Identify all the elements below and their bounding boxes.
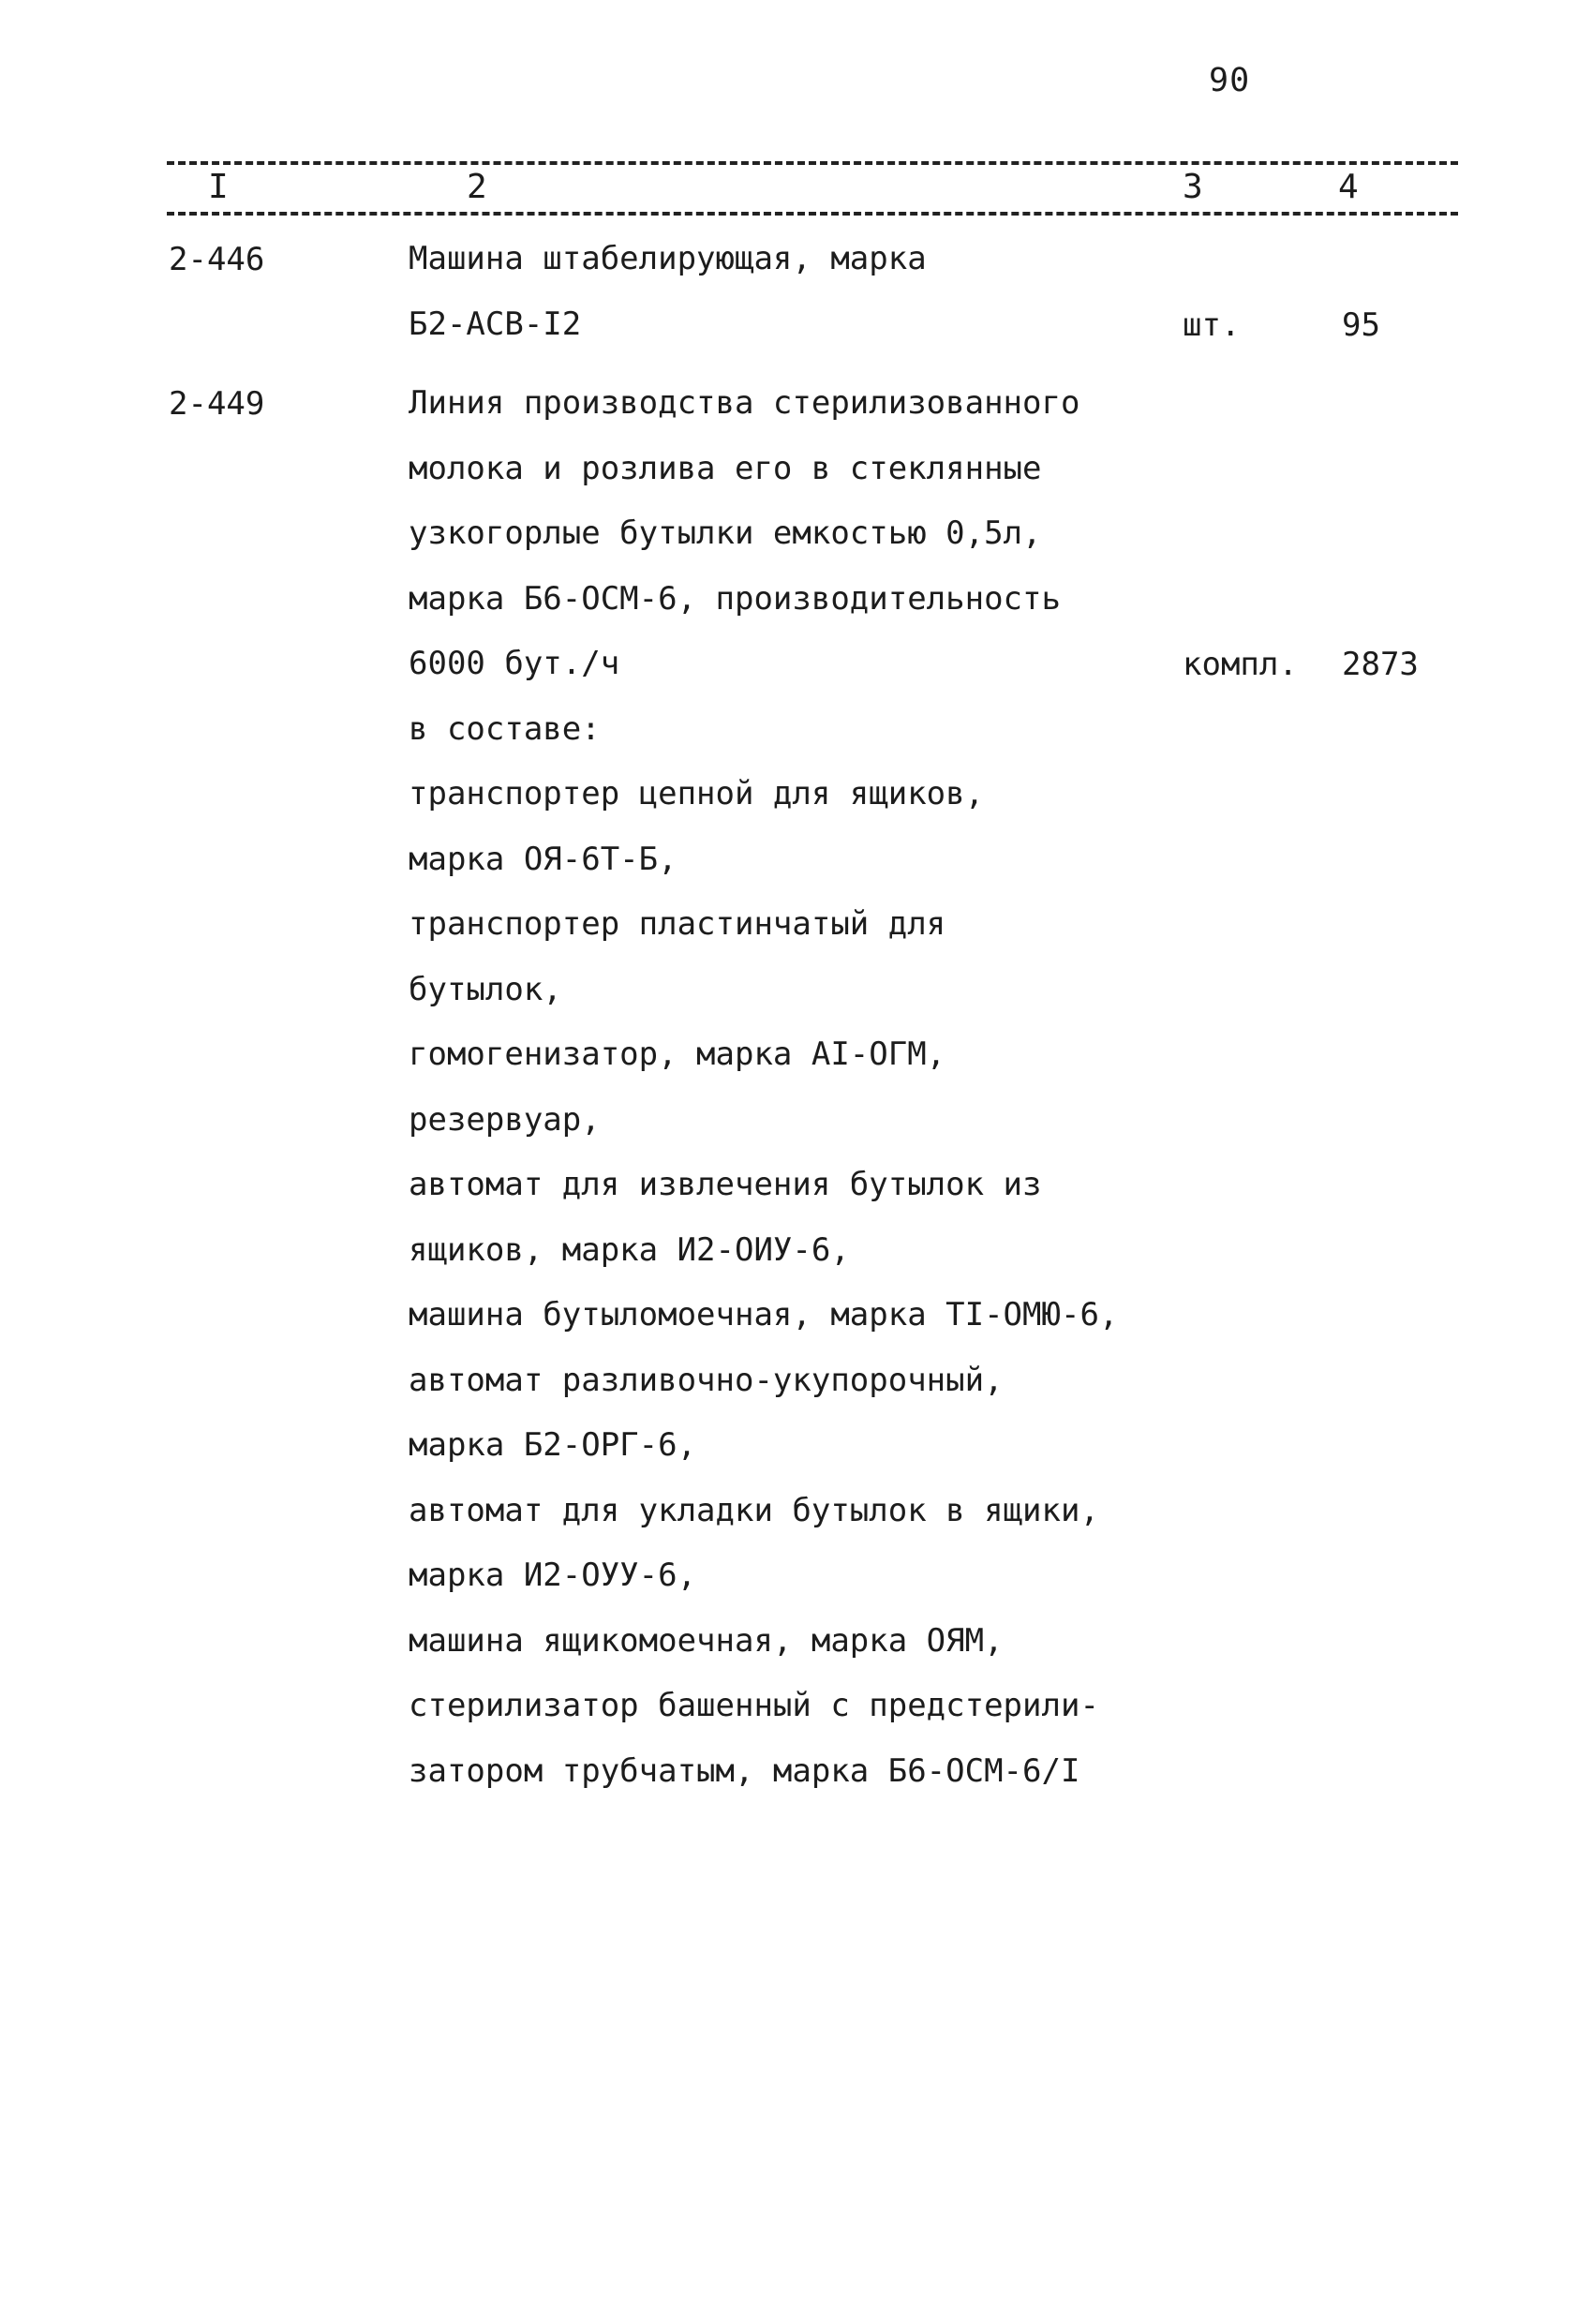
- description-line: гомогенизатор, марка АI-ОГМ,: [409, 1035, 946, 1073]
- column-header-1: I: [208, 168, 229, 206]
- item-description: [409, 371, 1158, 1804]
- description-line: узкогорлые бутылки емкостью 0,5л,: [409, 514, 1042, 552]
- description-line: автомат разливочно-укупорочный,: [409, 1361, 1004, 1399]
- description-line: Б2-АСВ-I2: [409, 305, 582, 343]
- table-header-bottom-rule: [167, 212, 1458, 216]
- table-header-top-rule: [167, 161, 1458, 165]
- description-line: затором трубчатым, марка Б6-ОСМ-6/I: [409, 1751, 1080, 1790]
- description-line: в составе:: [409, 709, 601, 748]
- page-number: 90: [1209, 62, 1251, 99]
- description-line: ящиков, марка И2-ОИУ-6,: [409, 1230, 850, 1269]
- description-line: автомат для укладки бутылок в ящики,: [409, 1491, 1099, 1529]
- description-line: марка И2-ОУУ-6,: [409, 1557, 697, 1594]
- description-line: стерилизатор башенный с предстерили-: [409, 1687, 1099, 1724]
- column-header-4: 4: [1338, 168, 1359, 206]
- description-line: Линия производства стерилизованного: [409, 384, 1080, 422]
- column-header-3: 3: [1183, 168, 1203, 206]
- column-header-2: 2: [467, 168, 487, 206]
- item-unit: компл.: [1183, 646, 1298, 683]
- description-line: марка Б2-ОРГ-6,: [409, 1426, 697, 1464]
- description-line: транспортер пластинчатый для: [409, 905, 946, 943]
- description-line: Машина штабелирующая, марка: [409, 240, 927, 277]
- item-code: 2-449: [169, 385, 265, 423]
- item-quantity: 2873: [1342, 646, 1419, 683]
- description-line: марка ОЯ-6Т-Б,: [409, 840, 677, 878]
- item-quantity: 95: [1342, 306, 1380, 344]
- description-line: резервуар,: [409, 1100, 601, 1139]
- item-code: 2-446: [169, 241, 265, 278]
- item-unit: шт.: [1183, 306, 1241, 344]
- description-line: марка Б6-ОСМ-6, производительность: [409, 579, 1061, 618]
- description-line: машина бутыломоечная, марка ТI-ОМЮ-6,: [409, 1296, 1119, 1333]
- description-line: бутылок,: [409, 970, 562, 1008]
- description-line: 6000 бут./ч: [409, 645, 620, 682]
- description-line: транспортер цепной для ящиков,: [409, 775, 985, 812]
- description-line: молока и розлива его в стеклянные: [409, 449, 1042, 487]
- description-line: автомат для извлечения бутылок из: [409, 1166, 1042, 1203]
- item-description: [409, 227, 1158, 357]
- description-line: машина ящикомоечная, марка ОЯМ,: [409, 1621, 1004, 1660]
